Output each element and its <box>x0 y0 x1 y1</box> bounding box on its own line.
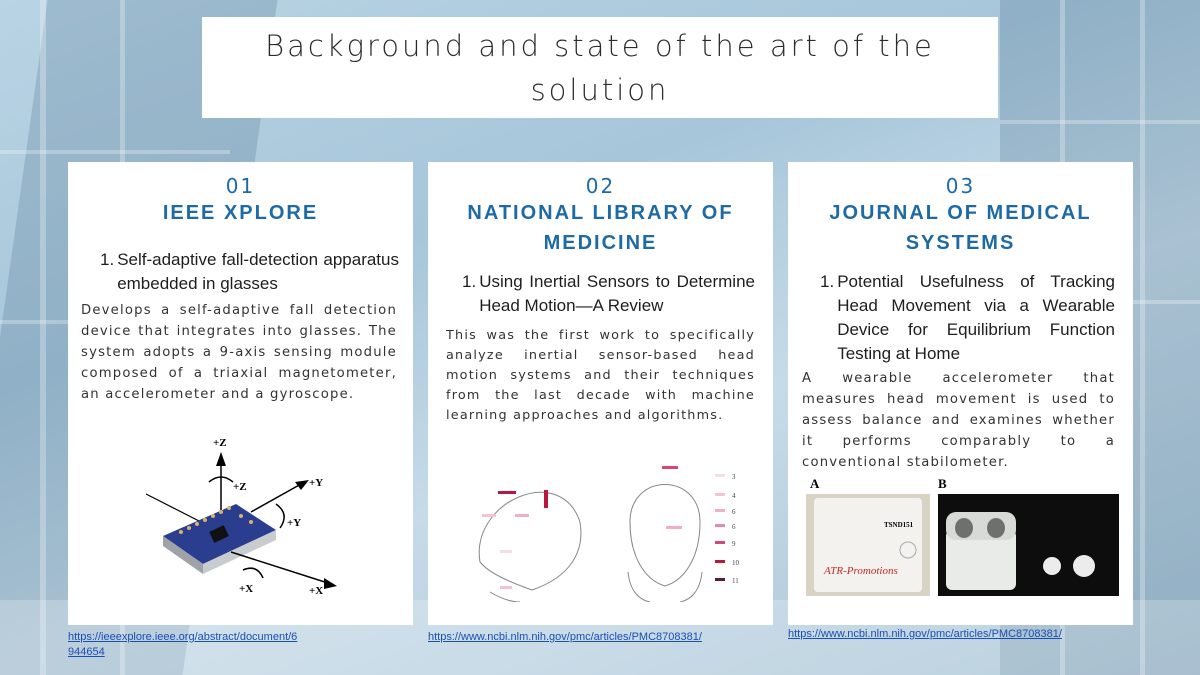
card-description: This was the first work to specifically analyze inertial sensor-based head motion systems and their techniques from the last decade with machine learning approaches and algorithms. <box>446 328 755 423</box>
title-banner <box>202 17 998 118</box>
card-ieee <box>68 162 413 625</box>
legend-swatch <box>715 524 725 527</box>
legend-label: 10 <box>732 559 739 567</box>
item-title: Potential Usefulness of Tracking Head Movement via a Wearable Device for Equilibrium Function Testing at Home <box>837 272 1115 363</box>
card-number: 03 <box>945 174 976 198</box>
legend-swatch <box>715 541 725 544</box>
legend-label: 6 <box>732 523 736 531</box>
axis-label: +X <box>239 583 254 594</box>
card-item <box>820 270 1115 366</box>
item-number: 1. <box>462 272 477 291</box>
item-title: Using Inertial Sensors to Determine Head Motion—A Review <box>479 272 755 315</box>
head-sensor-figure <box>450 462 760 602</box>
axis-label: +X <box>309 585 324 594</box>
device-label: TSND151 <box>884 521 914 529</box>
card-nlm <box>428 162 773 625</box>
card-source: NATIONAL LIBRARY OF MEDICINE <box>467 202 734 254</box>
card-item <box>462 270 755 318</box>
item-number: 1. <box>820 272 835 291</box>
legend-swatch <box>715 560 725 563</box>
sensor-axes-figure <box>141 434 341 594</box>
card-item <box>100 248 399 296</box>
item-number: 1. <box>100 250 115 269</box>
card-source: JOURNAL OF MEDICAL SYSTEMS <box>829 202 1092 254</box>
source-link-nlm[interactable]: https://www.ncbi.nlm.nih.gov/pmc/articles/PMC8708381/ <box>428 631 702 643</box>
axis-label: +Z <box>213 437 227 449</box>
panel-label: B <box>938 476 947 491</box>
source-link-ieee[interactable]: https://ieeexplore.ieee.org/abstract/document/6944654 <box>68 631 298 658</box>
device-photos-figure <box>804 472 1119 597</box>
legend-label: 3 <box>732 473 736 481</box>
card-number: 01 <box>225 174 256 198</box>
legend-swatch <box>715 474 725 477</box>
device-brand: ATR-Promotions <box>824 565 898 577</box>
card-jms <box>788 162 1133 625</box>
legend-swatch <box>715 509 725 512</box>
source-link-jms[interactable]: https://www.ncbi.nlm.nih.gov/pmc/articles/PMC8708381/ <box>788 628 1062 640</box>
axis-label: +Z <box>233 481 247 493</box>
legend-label: 9 <box>732 540 736 548</box>
legend-swatch <box>715 493 725 496</box>
legend-label: 4 <box>732 492 736 500</box>
legend-swatch <box>715 578 725 581</box>
page-title: Background and state of the art of the solution <box>265 28 935 107</box>
card-description: Develops a self-adaptive fall detection device that integrates into glasses. The system adopts a 9-axis sensing module composed of a triaxial magnetometer, an accelerometer and a gyroscope. <box>81 303 397 402</box>
legend-label: 11 <box>732 577 739 585</box>
panel-label: A <box>810 476 820 491</box>
axis-label: +Y <box>287 517 302 529</box>
card-source: IEEE XPLORE <box>162 202 319 224</box>
card-description: A wearable accelerometer that measures head movement is used to assess balance and examines whether it performs comparably to a conventional stabilometer. <box>802 371 1115 470</box>
legend-label: 6 <box>732 508 736 516</box>
axis-label: +Y <box>309 477 324 489</box>
item-title: Self-adaptive fall-detection apparatus embedded in glasses <box>117 250 399 293</box>
card-number: 02 <box>585 174 616 198</box>
